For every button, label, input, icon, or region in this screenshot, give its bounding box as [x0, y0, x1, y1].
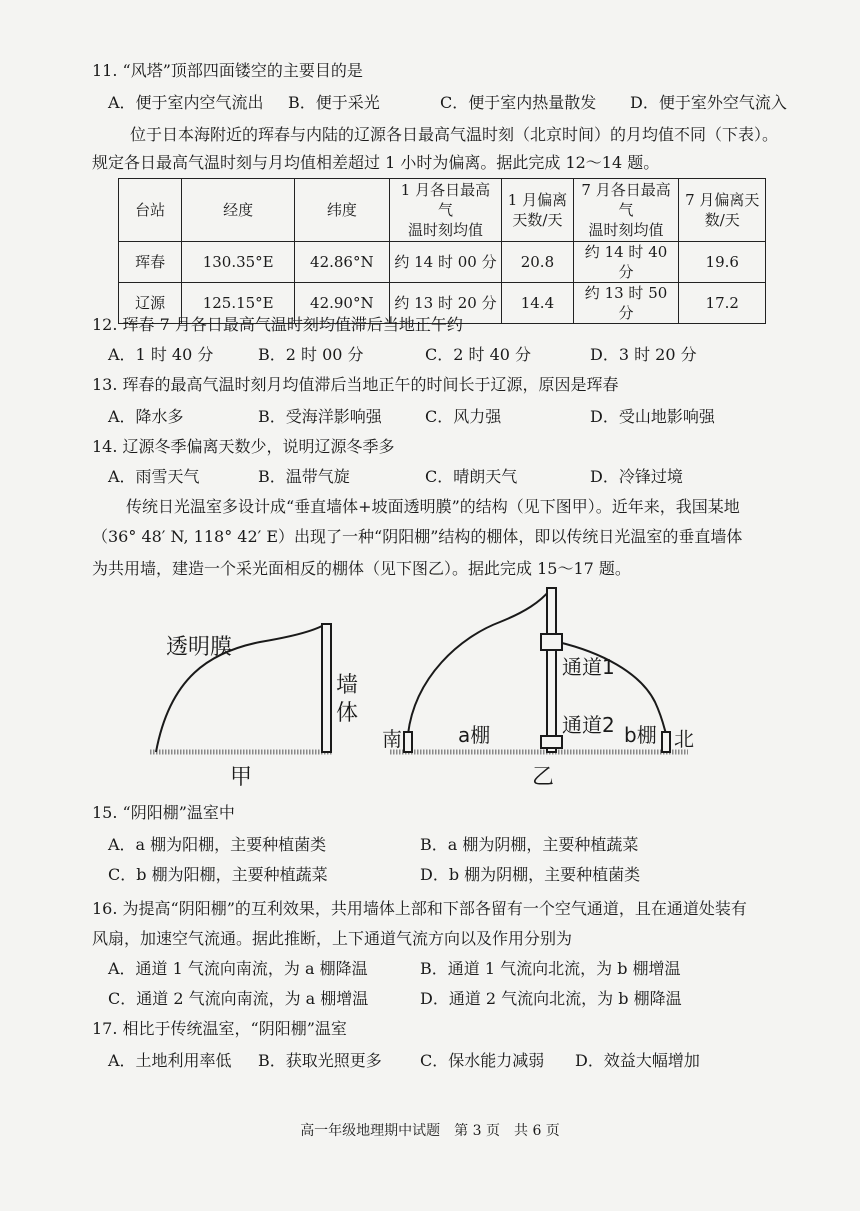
intro-15-line-1: 传统日光温室多设计成“垂直墙体+坡面透明膜”的结构（见下图甲）。近年来，我国某地	[126, 497, 740, 516]
q14-option-b: B．温带气旋	[258, 467, 350, 486]
intro-12-line-2: 规定各日最高气温时刻与月均值相差超过 1 小时为偏离。据此完成 12～14 题。	[92, 153, 660, 172]
table-cell: 19.6	[679, 242, 766, 283]
q12-option-a: A．1 时 40 分	[108, 345, 214, 364]
q14-option-d: D．冷锋过境	[590, 467, 683, 486]
q13-option-c: C．风力强	[425, 407, 502, 426]
table-header-jul-time: 7 月各日最高气 温时刻均值	[573, 179, 679, 242]
q16-option-d: D．通道 2 气流向北流，为 b 棚降温	[420, 989, 682, 1008]
north-post	[662, 732, 670, 752]
question-16-stem-1: 16. 为提高“阴阳棚”的互利效果，共用墙体上部和下部各留有一个空气通道，且在通道处装有	[92, 899, 747, 918]
table-cell: 125.15°E	[182, 283, 295, 324]
q13-option-a: A．降水多	[108, 407, 184, 426]
table-header-jan-time: 1 月各日最高气 温时刻均值	[389, 179, 502, 242]
intro-15-line-3: 为共用墙，建造一个采光面相反的棚体（见下图乙）。据此完成 15～17 题。	[92, 559, 631, 578]
q12-option-d: D．3 时 20 分	[590, 345, 697, 364]
q11-option-b: B．便于采光	[288, 93, 380, 112]
table-cell: 约 14 时 40 分	[573, 242, 679, 283]
page-footer: 高一年级地理期中试题 第 3 页 共 6 页	[300, 1123, 560, 1139]
q16-option-c: C．通道 2 气流向南流，为 a 棚增温	[108, 989, 369, 1008]
question-15-stem: 15. “阴阳棚”温室中	[92, 803, 235, 822]
table-cell: 20.8	[502, 242, 573, 283]
south-label: 南	[382, 727, 402, 751]
channel-1-box	[541, 634, 562, 650]
question-12-stem: 12. 珲春 7 月各日最高气温时刻均值滞后当地正午约	[92, 315, 463, 334]
q17-option-b: B．获取光照更多	[258, 1051, 382, 1070]
table-cell: 辽源	[119, 283, 182, 324]
question-14-stem: 14. 辽源冬季偏离天数少，说明辽源冬季多	[92, 437, 395, 456]
q11-option-c: C．便于室内热量散发	[440, 93, 597, 112]
question-11-stem: 11. “风塔”顶部四面镂空的主要目的是	[92, 61, 363, 80]
table-cell: 42.86°N	[294, 242, 389, 283]
q11-option-a: A．便于室内空气流出	[108, 93, 264, 112]
intro-12-line-1: 位于日本海附近的珲春与内陆的辽源各日最高气温时刻（北京时间）的月均值不同（下表）。	[130, 125, 779, 144]
north-label: 北	[674, 727, 694, 751]
table-header-row	[119, 179, 766, 242]
table-row	[119, 242, 766, 283]
south-post	[404, 732, 412, 752]
q16-option-a: A．通道 1 气流向南流，为 a 棚降温	[108, 959, 368, 978]
table-header-jul-days: 7 月偏离天 数/天	[679, 179, 766, 242]
table-cell: 14.4	[502, 283, 573, 324]
q12-option-b: B．2 时 00 分	[258, 345, 364, 364]
q14-option-a: A．雨雪天气	[108, 467, 200, 486]
q15-option-b: B．a 棚为阴棚，主要种植蔬菜	[420, 835, 639, 854]
channel-2-label: 通道2	[562, 713, 615, 737]
table-header-longitude: 经度	[182, 179, 295, 242]
a-shed-film-curve	[408, 590, 550, 734]
table-cell: 约 13 时 50 分	[573, 283, 679, 324]
shared-wall	[547, 588, 556, 752]
intro-15-line-2: （36° 48′ N, 118° 42′ E）出现了一种“阴阳棚”结构的棚体，即以传统日光温室的垂直墙体	[92, 527, 743, 546]
channel-2-box	[541, 736, 562, 748]
table-header-station: 台站	[119, 179, 182, 242]
q17-option-a: A．土地利用率低	[108, 1051, 232, 1070]
question-13-stem: 13. 珲春的最高气温时刻月均值滞后当地正午的时间长于辽源，原因是珲春	[92, 375, 619, 394]
q15-option-d: D．b 棚为阴棚，主要种植菌类	[420, 865, 641, 884]
table-cell: 42.90°N	[294, 283, 389, 324]
table-cell: 珲春	[119, 242, 182, 283]
q16-option-b: B．通道 1 气流向北流，为 b 棚增温	[420, 959, 681, 978]
q13-option-d: D．受山地影响强	[590, 407, 715, 426]
greenhouse-figure	[140, 582, 720, 792]
vertical-wall	[322, 624, 331, 752]
figure-label-yi: 乙	[532, 765, 555, 790]
table-cell: 约 14 时 00 分	[389, 242, 502, 283]
table-header-latitude: 纬度	[294, 179, 389, 242]
q15-option-a: A．a 棚为阳棚，主要种植菌类	[108, 835, 327, 854]
q11-option-d: D．便于室外空气流入	[630, 93, 787, 112]
table-cell: 17.2	[679, 283, 766, 324]
climate-data-table	[118, 178, 766, 324]
q12-option-c: C．2 时 40 分	[425, 345, 532, 364]
q17-option-c: C．保水能力减弱	[420, 1051, 545, 1070]
b-shed-label: b棚	[624, 723, 657, 747]
table-cell: 约 13 时 20 分	[389, 283, 502, 324]
q14-option-c: C．晴朗天气	[425, 467, 518, 486]
film-label: 透明膜	[166, 635, 233, 660]
table-cell: 130.35°E	[182, 242, 295, 283]
table-header-jan-days: 1 月偏离 天数/天	[502, 179, 573, 242]
q17-option-d: D．效益大幅增加	[575, 1051, 700, 1070]
wall-label-1: 墙	[336, 673, 359, 698]
question-17-stem: 17. 相比于传统温室，“阴阳棚”温室	[92, 1019, 347, 1038]
wall-label-2: 体	[336, 701, 359, 726]
q13-option-b: B．受海洋影响强	[258, 407, 382, 426]
a-shed-label: a棚	[458, 723, 491, 747]
channel-1-label: 通道1	[562, 655, 615, 679]
figure-label-jia: 甲	[230, 765, 253, 790]
question-16-stem-2: 风扇，加速空气流通。据此推断，上下通道气流方向以及作用分别为	[92, 929, 573, 948]
q15-option-c: C．b 棚为阳棚，主要种植蔬菜	[108, 865, 328, 884]
